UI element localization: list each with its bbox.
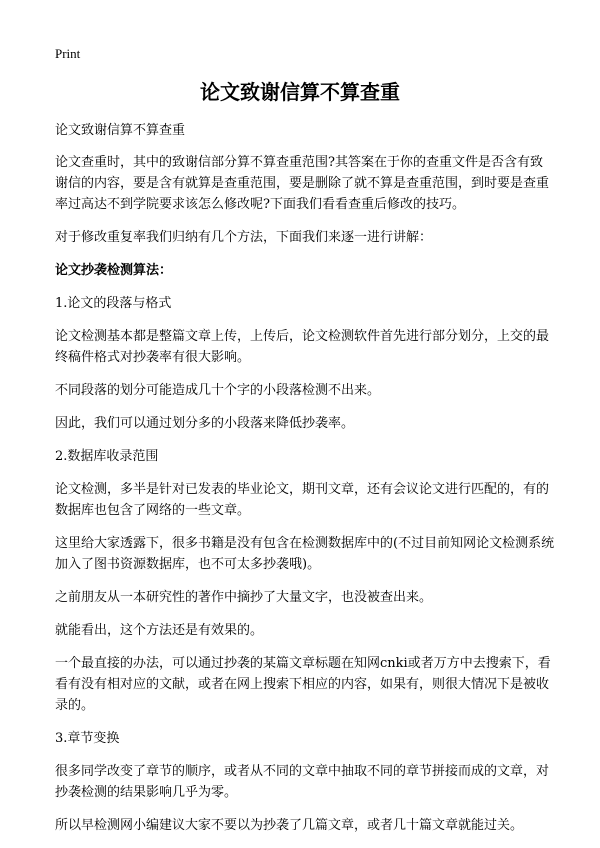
section-1-paragraph-2: 不同段落的划分可能造成几十个字的小段落检测不出来。	[55, 383, 381, 398]
section-3-paragraph-1: 很多同学改变了章节的顺序，或者从不同的文章中抽取不同的章节拼接而成的文章，对抄袭检测的结果影响几乎为零。	[55, 764, 550, 800]
section-2-heading: 2.数据库收录范围	[55, 449, 159, 464]
document-body	[55, 120, 555, 848]
intro-paragraph: 论文查重时，其中的致谢信部分算不算查重范围?其答案在于你的查重文件是否含有致谢信的内容，要是含有就算是查重范围，要是删除了就不算是查重范围，到时要是查重率过高达不到学院要求该怎么修改呢?下面我们看看查重后修改的技巧。	[55, 155, 550, 212]
document-subtitle: 论文致谢信算不算查重	[55, 123, 186, 138]
section-2-paragraph-4: 就能看出，这个方法还是有效果的。	[55, 623, 264, 638]
section-2-paragraph-2: 这里给大家透露下，很多书籍是没有包含在检测数据库中的(不过目前知网论文检测系统加入了图书资源数据库，也不可太多抄袭哦)。	[55, 536, 555, 572]
print-link[interactable]: Print	[55, 46, 81, 61]
section-3-paragraph-2: 所以早检测网小编建议大家不要以为抄袭了几篇文章，或者几十篇文章就能过关。	[55, 818, 524, 833]
document-title: 论文致谢信算不算查重	[200, 80, 400, 104]
section-2-paragraph-5: 一个最直接的办法，可以通过抄袭的某篇文章标题在知网cnki或者万方中去搜索下，看看有没有相对应的文献，或者在网上搜索下相应的内容，如果有，则很大情况下是被收录的。	[55, 656, 551, 713]
algorithm-heading: 论文抄袭检测算法：	[55, 263, 173, 278]
section-1-paragraph-3: 因此，我们可以通过划分多的小段落来降低抄袭率。	[55, 416, 355, 431]
section-2-paragraph-1: 论文检测，多半是针对已发表的毕业论文，期刊文章，还有会议论文进行匹配的，有的数据库也包含了网络的一些文章。	[55, 482, 550, 518]
section-1-heading: 1.论文的段落与格式	[55, 296, 172, 311]
methods-intro-paragraph: 对于修改重复率我们归纳有几个方法，下面我们来逐一进行讲解：	[55, 230, 433, 245]
section-2-paragraph-3: 之前朋友从一本研究性的著作中摘抄了大量文字，也没被查出来。	[55, 590, 433, 605]
section-3-heading: 3.章节变换	[55, 731, 120, 746]
section-1-paragraph-1: 论文检测基本都是整篇文章上传，上传后，论文检测软件首先进行部分划分，上交的最终稿件格式对抄袭率有很大影响。	[55, 329, 550, 365]
